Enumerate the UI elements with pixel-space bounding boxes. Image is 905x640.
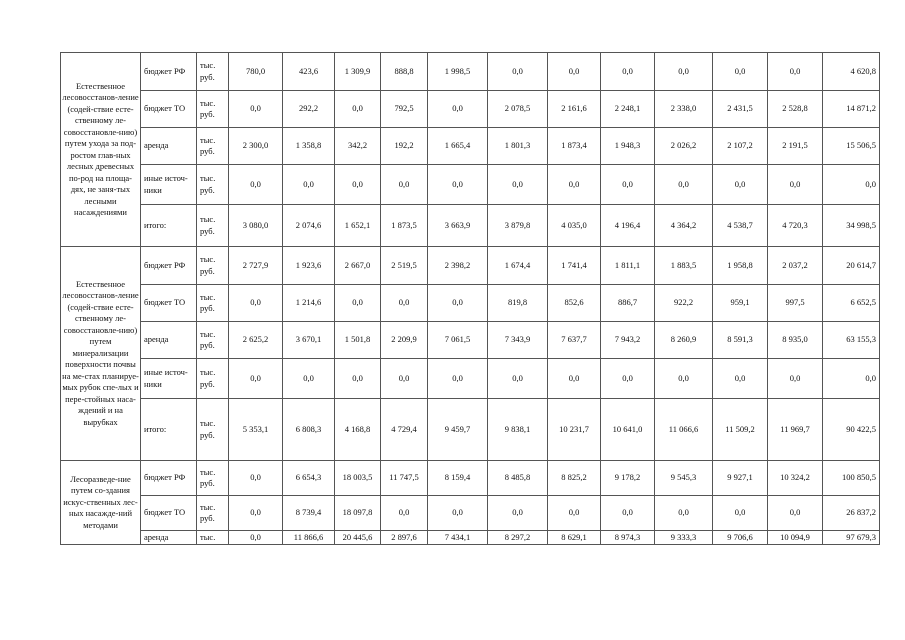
value-cell: 0,0	[381, 165, 428, 205]
value-cell: 0,0	[229, 165, 283, 205]
value-cell: 0,0	[655, 496, 713, 531]
total-cell: 90 422,5	[823, 399, 880, 461]
funding-source: бюджет ТО	[141, 496, 197, 531]
table-body	[61, 53, 886, 545]
value-cell: 780,0	[229, 53, 283, 91]
value-cell: 0,0	[428, 285, 488, 322]
value-cell: 1 883,5	[655, 247, 713, 285]
value-cell: 0,0	[768, 53, 823, 91]
value-cell: 9 927,1	[713, 461, 768, 496]
value-cell: 1 958,8	[713, 247, 768, 285]
funding-source: аренда	[141, 322, 197, 359]
value-cell: 8 260,9	[655, 322, 713, 359]
value-cell: 0,0	[713, 359, 768, 399]
value-cell: 8 629,1	[548, 531, 601, 545]
table-edge	[880, 53, 886, 91]
value-cell: 1 873,5	[381, 205, 428, 247]
table-edge	[880, 496, 886, 531]
table-edge	[880, 359, 886, 399]
value-cell: 6 808,3	[283, 399, 335, 461]
value-cell: 0,0	[713, 53, 768, 91]
value-cell: 819,8	[488, 285, 548, 322]
unit: тыс. руб.	[197, 496, 229, 531]
total-cell: 34 998,5	[823, 205, 880, 247]
table-edge	[880, 91, 886, 128]
value-cell: 0,0	[381, 285, 428, 322]
table-edge	[880, 322, 886, 359]
value-cell: 7 434,1	[428, 531, 488, 545]
table-edge	[880, 531, 886, 545]
value-cell: 8 297,2	[488, 531, 548, 545]
value-cell: 0,0	[229, 531, 283, 545]
unit: тыс. руб.	[197, 322, 229, 359]
value-cell: 8 159,4	[428, 461, 488, 496]
value-cell: 11 747,5	[381, 461, 428, 496]
value-cell: 0,0	[488, 165, 548, 205]
value-cell: 292,2	[283, 91, 335, 128]
activity-label: Естественное лесовосстанов-ление (содей-ствие есте-ственному ле-совосстановле-нию) путем ухода за под-ростом глав-ных лесных древесных по-род на площа-дях, не заня-тых лесными насаждениями	[61, 53, 141, 247]
value-cell: 10 231,7	[548, 399, 601, 461]
value-cell: 1 741,4	[548, 247, 601, 285]
table-row	[61, 165, 886, 205]
value-cell: 2 727,9	[229, 247, 283, 285]
funding-source: иные источ-ники	[141, 359, 197, 399]
value-cell: 4 720,3	[768, 205, 823, 247]
unit: тыс. руб.	[197, 285, 229, 322]
value-cell: 1 358,8	[283, 128, 335, 165]
table-edge	[880, 247, 886, 285]
value-cell: 0,0	[229, 285, 283, 322]
value-cell: 792,5	[381, 91, 428, 128]
value-cell: 886,7	[601, 285, 655, 322]
value-cell: 342,2	[335, 128, 381, 165]
value-cell: 852,6	[548, 285, 601, 322]
unit: тыс. руб.	[197, 461, 229, 496]
value-cell: 10 324,2	[768, 461, 823, 496]
total-cell: 14 871,2	[823, 91, 880, 128]
value-cell: 9 459,7	[428, 399, 488, 461]
value-cell: 7 637,7	[548, 322, 601, 359]
value-cell: 18 097,8	[335, 496, 381, 531]
value-cell: 1 214,6	[283, 285, 335, 322]
value-cell: 0,0	[229, 461, 283, 496]
table-row	[61, 399, 886, 461]
table-row	[61, 53, 886, 91]
value-cell: 0,0	[713, 165, 768, 205]
value-cell: 192,2	[381, 128, 428, 165]
value-cell: 9 178,2	[601, 461, 655, 496]
value-cell: 2 074,6	[283, 205, 335, 247]
value-cell: 0,0	[283, 165, 335, 205]
value-cell: 0,0	[381, 359, 428, 399]
value-cell: 0,0	[428, 359, 488, 399]
value-cell: 2 078,5	[488, 91, 548, 128]
value-cell: 7 943,2	[601, 322, 655, 359]
total-cell: 6 652,5	[823, 285, 880, 322]
value-cell: 0,0	[488, 496, 548, 531]
total-cell: 63 155,3	[823, 322, 880, 359]
value-cell: 0,0	[335, 165, 381, 205]
value-cell: 11 866,6	[283, 531, 335, 545]
value-cell: 2 528,8	[768, 91, 823, 128]
value-cell: 20 445,6	[335, 531, 381, 545]
funding-source: аренда	[141, 531, 197, 545]
value-cell: 8 591,3	[713, 322, 768, 359]
value-cell: 0,0	[428, 165, 488, 205]
value-cell: 0,0	[428, 91, 488, 128]
value-cell: 2 107,2	[713, 128, 768, 165]
value-cell: 0,0	[601, 359, 655, 399]
unit: тыс. руб.	[197, 128, 229, 165]
funding-source: бюджет ТО	[141, 285, 197, 322]
total-cell: 0,0	[823, 359, 880, 399]
value-cell: 7 343,9	[488, 322, 548, 359]
value-cell: 0,0	[655, 359, 713, 399]
funding-source: иные источ-ники	[141, 165, 197, 205]
value-cell: 2 398,2	[428, 247, 488, 285]
value-cell: 11 066,6	[655, 399, 713, 461]
value-cell: 4 035,0	[548, 205, 601, 247]
value-cell: 3 670,1	[283, 322, 335, 359]
total-cell: 15 506,5	[823, 128, 880, 165]
funding-source: бюджет РФ	[141, 461, 197, 496]
table-row	[61, 322, 886, 359]
table-row	[61, 205, 886, 247]
unit: тыс. руб.	[197, 165, 229, 205]
value-cell: 1 652,1	[335, 205, 381, 247]
value-cell: 0,0	[428, 496, 488, 531]
unit: тыс. руб.	[197, 399, 229, 461]
activity-label: Естественное лесовосстанов-ление (содей-ствие есте-ственному ле-совосстановле-нию) путем минерализации поверхности почвы на ме-стах планируе-мых рубок спе-лых и пере-стойных наса-ждений и на вырубках	[61, 247, 141, 461]
value-cell: 2 191,5	[768, 128, 823, 165]
table-row	[61, 128, 886, 165]
value-cell: 10 641,0	[601, 399, 655, 461]
table-edge	[880, 165, 886, 205]
value-cell: 1 923,6	[283, 247, 335, 285]
unit: тыс.	[197, 531, 229, 545]
value-cell: 0,0	[768, 496, 823, 531]
total-cell: 0,0	[823, 165, 880, 205]
value-cell: 2 338,0	[655, 91, 713, 128]
value-cell: 1 948,3	[601, 128, 655, 165]
value-cell: 0,0	[601, 496, 655, 531]
value-cell: 2 667,0	[335, 247, 381, 285]
value-cell: 8 974,3	[601, 531, 655, 545]
total-cell: 100 850,5	[823, 461, 880, 496]
value-cell: 2 519,5	[381, 247, 428, 285]
value-cell: 0,0	[335, 285, 381, 322]
value-cell: 3 080,0	[229, 205, 283, 247]
funding-source: итого:	[141, 399, 197, 461]
value-cell: 0,0	[768, 359, 823, 399]
value-cell: 4 168,8	[335, 399, 381, 461]
value-cell: 0,0	[548, 496, 601, 531]
value-cell: 18 003,5	[335, 461, 381, 496]
total-cell: 4 620,8	[823, 53, 880, 91]
budget-table	[60, 52, 886, 545]
table-edge	[880, 399, 886, 461]
value-cell: 423,6	[283, 53, 335, 91]
unit: тыс. руб.	[197, 247, 229, 285]
value-cell: 8 485,8	[488, 461, 548, 496]
value-cell: 1 873,4	[548, 128, 601, 165]
total-cell: 97 679,3	[823, 531, 880, 545]
value-cell: 2 431,5	[713, 91, 768, 128]
value-cell: 1 665,4	[428, 128, 488, 165]
value-cell: 959,1	[713, 285, 768, 322]
value-cell: 9 706,6	[713, 531, 768, 545]
value-cell: 0,0	[229, 359, 283, 399]
value-cell: 2 300,0	[229, 128, 283, 165]
value-cell: 1 811,1	[601, 247, 655, 285]
value-cell: 4 729,4	[381, 399, 428, 461]
unit: тыс. руб.	[197, 91, 229, 128]
table-row	[61, 285, 886, 322]
value-cell: 1 998,5	[428, 53, 488, 91]
value-cell: 0,0	[655, 53, 713, 91]
value-cell: 8 935,0	[768, 322, 823, 359]
value-cell: 0,0	[601, 53, 655, 91]
value-cell: 9 333,3	[655, 531, 713, 545]
value-cell: 2 625,2	[229, 322, 283, 359]
value-cell: 2 037,2	[768, 247, 823, 285]
table-edge	[880, 205, 886, 247]
table-row	[61, 359, 886, 399]
value-cell: 5 353,1	[229, 399, 283, 461]
value-cell: 0,0	[229, 91, 283, 128]
value-cell: 0,0	[548, 53, 601, 91]
table-row	[61, 247, 886, 285]
funding-source: бюджет ТО	[141, 91, 197, 128]
funding-source: бюджет РФ	[141, 247, 197, 285]
value-cell: 0,0	[768, 165, 823, 205]
value-cell: 0,0	[655, 165, 713, 205]
table-edge	[880, 461, 886, 496]
value-cell: 0,0	[713, 496, 768, 531]
value-cell: 0,0	[488, 359, 548, 399]
value-cell: 10 094,9	[768, 531, 823, 545]
value-cell: 11 509,2	[713, 399, 768, 461]
table-row	[61, 461, 886, 496]
value-cell: 0,0	[548, 359, 601, 399]
total-cell: 20 614,7	[823, 247, 880, 285]
table-row	[61, 496, 886, 531]
value-cell: 1 309,9	[335, 53, 381, 91]
value-cell: 922,2	[655, 285, 713, 322]
value-cell: 1 501,8	[335, 322, 381, 359]
funding-source: итого:	[141, 205, 197, 247]
activity-label: Лесоразведе-ние путем со-здания искус-ственных лес-ных насажде-ний методами	[61, 461, 141, 545]
unit: тыс. руб.	[197, 359, 229, 399]
table-row	[61, 91, 886, 128]
value-cell: 9 838,1	[488, 399, 548, 461]
value-cell: 3 879,8	[488, 205, 548, 247]
table-row	[61, 531, 886, 545]
value-cell: 8 825,2	[548, 461, 601, 496]
total-cell: 26 837,2	[823, 496, 880, 531]
value-cell: 4 538,7	[713, 205, 768, 247]
value-cell: 4 364,2	[655, 205, 713, 247]
value-cell: 2 248,1	[601, 91, 655, 128]
value-cell: 2 209,9	[381, 322, 428, 359]
value-cell: 1 674,4	[488, 247, 548, 285]
value-cell: 0,0	[488, 53, 548, 91]
value-cell: 1 801,3	[488, 128, 548, 165]
unit: тыс. руб.	[197, 205, 229, 247]
funding-source: аренда	[141, 128, 197, 165]
value-cell: 3 663,9	[428, 205, 488, 247]
value-cell: 888,8	[381, 53, 428, 91]
value-cell: 2 026,2	[655, 128, 713, 165]
value-cell: 0,0	[283, 359, 335, 399]
value-cell: 6 654,3	[283, 461, 335, 496]
value-cell: 0,0	[335, 91, 381, 128]
value-cell: 4 196,4	[601, 205, 655, 247]
table-edge	[880, 128, 886, 165]
funding-source: бюджет РФ	[141, 53, 197, 91]
value-cell: 0,0	[381, 496, 428, 531]
value-cell: 9 545,3	[655, 461, 713, 496]
value-cell: 2 897,6	[381, 531, 428, 545]
unit: тыс. руб.	[197, 53, 229, 91]
table-edge	[880, 285, 886, 322]
value-cell: 0,0	[601, 165, 655, 205]
value-cell: 7 061,5	[428, 322, 488, 359]
value-cell: 0,0	[229, 496, 283, 531]
value-cell: 11 969,7	[768, 399, 823, 461]
value-cell: 0,0	[335, 359, 381, 399]
value-cell: 8 739,4	[283, 496, 335, 531]
value-cell: 0,0	[548, 165, 601, 205]
value-cell: 997,5	[768, 285, 823, 322]
value-cell: 2 161,6	[548, 91, 601, 128]
